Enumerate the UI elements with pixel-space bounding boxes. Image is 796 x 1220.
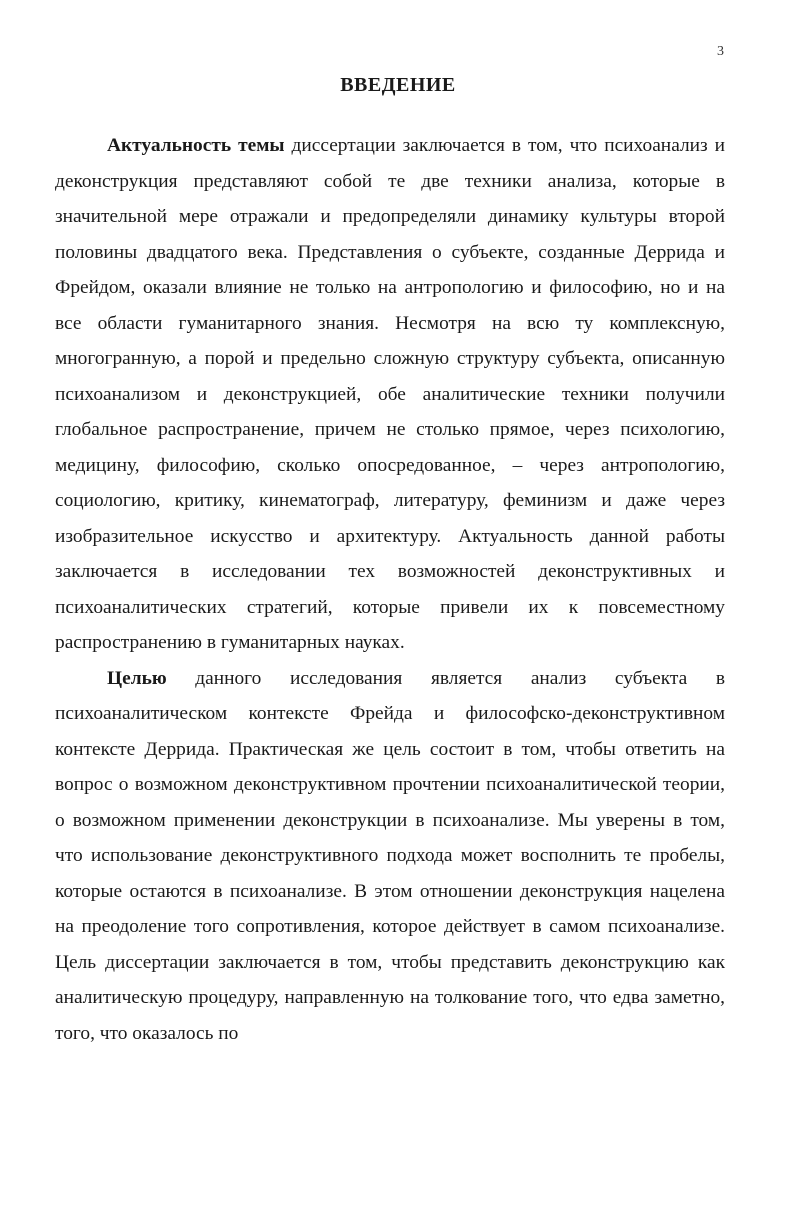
paragraph-lead: Актуальность темы [107, 135, 285, 156]
page-title: ВВЕДЕНИЕ [340, 74, 456, 96]
paragraph-text: данного исследования является анализ субъекта в психоаналитическом контексте Фрейда и философско-деконструктивном контексте Деррида. Практическая же цель состоит в том, чтобы ответить на вопрос о возможном деконструктивном прочтении психоаналитической теории, о возможном применении деконструкции в психоанализе. Мы уверены в том, что использование деконструктивного подхода может восполнить те пробелы, которые остаются в психоанализе. В этом отношении деконструкция нацелена на преодоление того сопротивления, которое действует в самом психоанализе. Цель диссертации заключается в том, чтобы представить деконструкцию как аналитическую процедуру, направленную на толкование того, что едва заметно, того, что оказалось по [55, 667, 725, 1044]
document-body [55, 128, 725, 1051]
paragraph-lead: Целью [107, 667, 167, 689]
page-number: 3 [717, 44, 724, 59]
paragraph-text: диссертации заключается в том, что психоанализ и деконструкция представляют собой те две техники анализа, которые в значительной мере отражали и предопределяли динамику культуры второй половины двадцатого века. Представления о субъекте, созданные Деррида и Фрейдом, оказали влияние не только на антропологию и философию, но и на все области гуманитарного знания. Несмотря на всю ту комплексную, многогранную, а порой и предельно сложную структуру субъекта, описанную психоанализом и деконструкцией, обе аналитические техники получили глобальное распространение, причем не столько прямое, через психологию, медицину, философию, сколько опосредованное, – через антропологию, социологию, критику, кинематограф, литературу, феминизм и даже через изобразительное искусство и архитектуру. Актуальность данной работы заключается в исследовании тех возможностей деконструктивных и психоаналитических стратегий, которые привели их к повсеместному распространению в гуманитарных науках. [55, 135, 725, 653]
paragraph-goal [55, 661, 725, 1052]
paragraph-relevance [55, 128, 725, 661]
